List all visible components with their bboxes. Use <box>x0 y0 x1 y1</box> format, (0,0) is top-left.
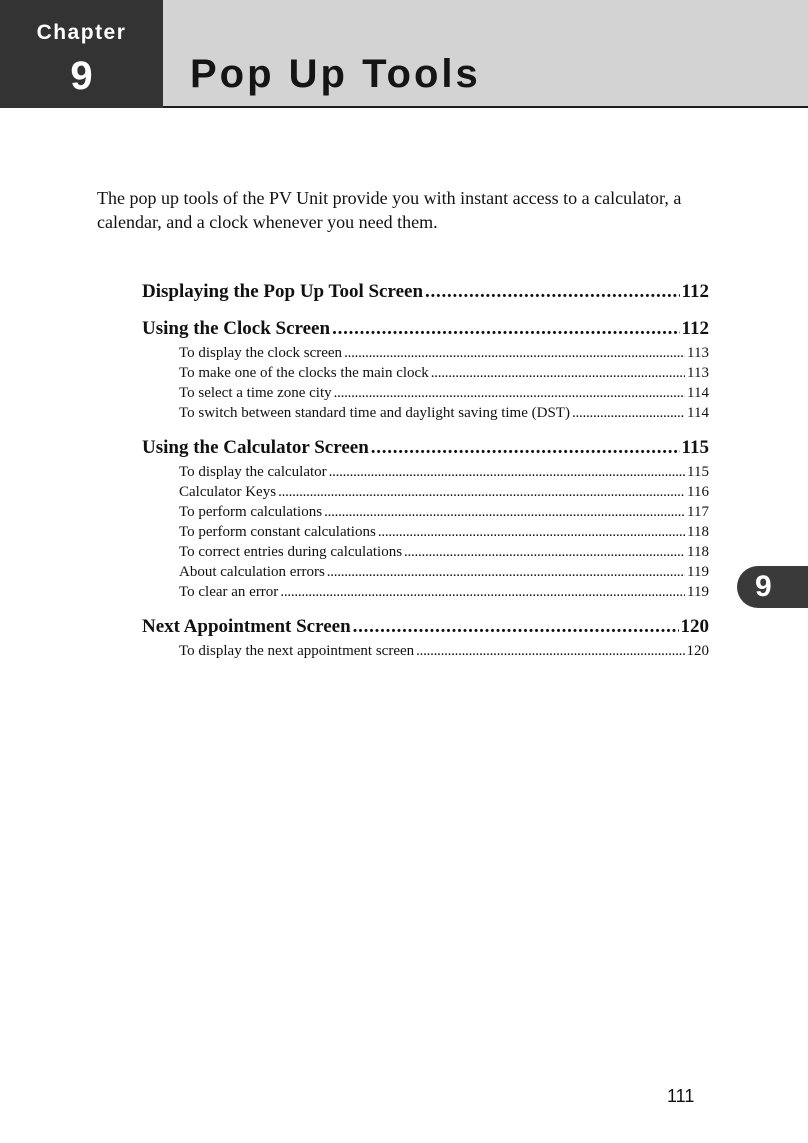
chapter-header <box>0 0 808 108</box>
toc-leader-dots <box>344 345 685 362</box>
toc-section[interactable] <box>142 616 709 641</box>
toc-entry-title: To perform constant calculations <box>179 524 376 540</box>
toc-entry[interactable] <box>142 405 709 425</box>
toc-entry-title: To display the next appointment screen <box>179 643 415 659</box>
toc-entry-title: To display the clock screen <box>179 345 343 361</box>
toc-leader-dots <box>371 437 680 459</box>
toc-page-number: 112 <box>681 318 709 339</box>
toc-page-number: 113 <box>687 365 709 381</box>
toc-entry-title: Using the Calculator Screen <box>142 437 369 458</box>
intro-paragraph: The pop up tools of the PV Unit provide you with instant access to a calculator, a calendar, and a clock whenever you need them. <box>97 188 682 232</box>
toc-page-number: 118 <box>687 544 709 560</box>
toc-entry-title: To display the calculator <box>179 464 327 480</box>
toc-entry-title: To perform calculations <box>179 504 323 520</box>
toc-entry[interactable] <box>142 464 709 484</box>
toc-leader-dots <box>332 318 679 340</box>
toc-entry[interactable] <box>142 365 709 385</box>
toc-entry[interactable] <box>142 504 709 524</box>
toc-leader-dots <box>278 484 685 501</box>
toc-entry-title: Using the Clock Screen <box>142 318 331 339</box>
toc-entry-title: To clear an error <box>179 584 279 600</box>
toc-page-number: 115 <box>687 464 709 480</box>
toc-page-number: 118 <box>687 524 709 540</box>
chapter-number: 9 <box>70 54 93 98</box>
table-of-contents <box>142 281 709 663</box>
toc-page-number: 119 <box>687 564 709 580</box>
toc-entry[interactable] <box>142 524 709 544</box>
side-tab-number: 9 <box>755 570 772 603</box>
chapter-side-tab <box>737 566 808 608</box>
toc-section[interactable] <box>142 437 709 462</box>
toc-entry-title: Next Appointment Screen <box>142 616 351 637</box>
toc-section[interactable] <box>142 281 709 306</box>
toc-page-number: 116 <box>687 484 709 500</box>
toc-page-number: 115 <box>681 437 709 458</box>
toc-page-number: 120 <box>680 616 709 637</box>
toc-leader-dots <box>327 564 685 581</box>
toc-entry[interactable] <box>142 484 709 504</box>
toc-leader-dots <box>416 643 684 660</box>
toc-leader-dots <box>329 464 685 481</box>
toc-entry-title: About calculation errors <box>179 564 325 580</box>
toc-entry-title: Calculator Keys <box>179 484 277 500</box>
chapter-title: Pop Up Tools <box>190 52 481 96</box>
toc-entry[interactable] <box>142 385 709 405</box>
toc-page-number: 119 <box>687 584 709 600</box>
toc-entry[interactable] <box>142 584 709 604</box>
toc-section[interactable] <box>142 318 709 343</box>
toc-entry[interactable] <box>142 564 709 584</box>
toc-entry-title: To correct entries during calculations <box>179 544 403 560</box>
chapter-box <box>0 0 163 108</box>
toc-entry[interactable] <box>142 643 709 663</box>
toc-page-number: 120 <box>686 643 709 659</box>
toc-entry-title: To make one of the clocks the main clock <box>179 365 429 381</box>
toc-leader-dots <box>353 616 679 638</box>
toc-entry-title: To switch between standard time and daylight saving time (DST) <box>179 405 570 421</box>
toc-leader-dots <box>378 524 685 541</box>
toc-leader-dots <box>280 584 685 601</box>
toc-entry-title: Displaying the Pop Up Tool Screen <box>142 281 424 302</box>
toc-leader-dots <box>572 405 685 422</box>
toc-leader-dots <box>425 281 680 303</box>
toc-entry[interactable] <box>142 345 709 365</box>
toc-entry[interactable] <box>142 544 709 564</box>
toc-page-number: 113 <box>687 345 709 361</box>
toc-page-number: 114 <box>687 385 709 401</box>
toc-entry-title: To select a time zone city <box>179 385 332 401</box>
toc-leader-dots <box>324 504 685 521</box>
toc-page-number: 117 <box>687 504 709 520</box>
toc-page-number: 112 <box>681 281 709 302</box>
chapter-label: Chapter <box>36 21 127 44</box>
toc-page-number: 114 <box>687 405 709 421</box>
toc-leader-dots <box>334 385 685 402</box>
toc-leader-dots <box>404 544 685 561</box>
page-number: 111 <box>667 1086 695 1106</box>
toc-leader-dots <box>431 365 685 382</box>
